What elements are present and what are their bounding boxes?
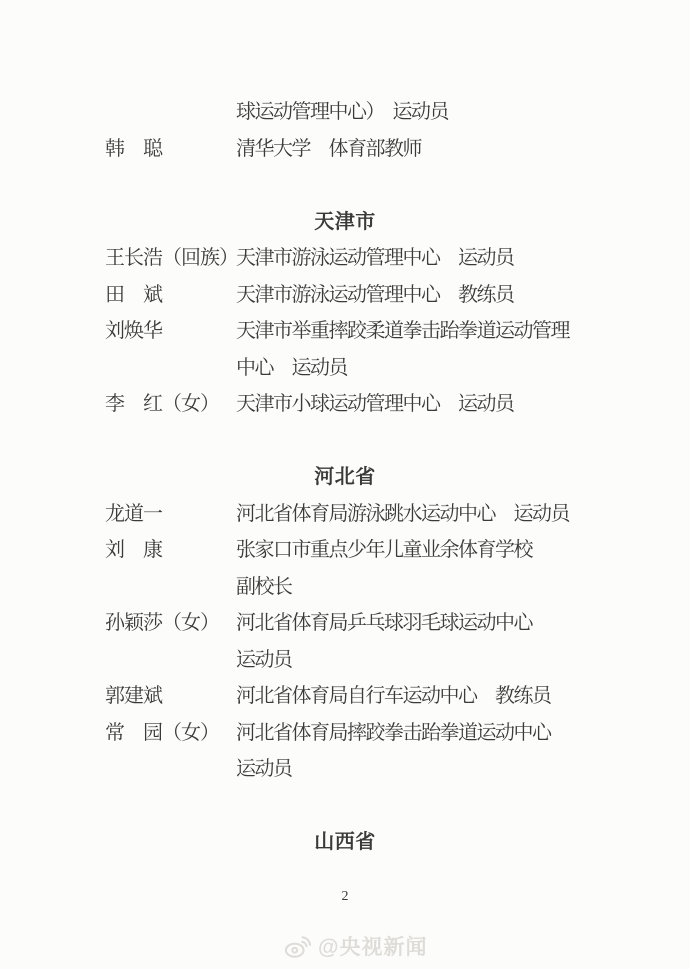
person-name: 王长浩（回族） — [105, 247, 238, 269]
section-header: 山西省 — [314, 831, 376, 853]
organization-role — [236, 386, 585, 423]
list-item — [105, 496, 585, 533]
organization-line: 河北省体育局游泳跳水运动中心 运动员 — [236, 502, 569, 525]
list-item — [105, 94, 585, 131]
list-item — [105, 715, 585, 788]
person-name: 常 园（女） — [105, 721, 219, 744]
organization-line: 河北省体育局摔跤拳击跆拳道运动中心 — [236, 721, 551, 744]
organization-line: 河北省体育局乒乓球羽毛球运动中心 — [236, 612, 532, 634]
weibo-icon — [283, 934, 313, 959]
list-item — [105, 240, 585, 277]
document-content — [105, 94, 585, 861]
list-item — [105, 386, 585, 423]
list-item — [105, 605, 585, 678]
organization-line: 球运动管理中心） 运动员 — [236, 101, 448, 123]
person-name: 孙颖莎（女） — [105, 612, 219, 634]
organization-line: 河北省体育局自行车运动中心 教练员 — [236, 685, 551, 707]
list-item — [105, 277, 585, 314]
organization-line: 运动员 — [236, 758, 292, 780]
person-name: 刘 康 — [105, 539, 162, 561]
organization-role — [236, 313, 585, 386]
person-name: 龙道一 — [105, 502, 162, 525]
section-header: 河北省 — [314, 466, 376, 488]
organization-line: 张家口市重点少年儿童业余体育学校 — [236, 539, 532, 561]
organization-role — [236, 532, 585, 605]
organization-line: 清华大学 体育部教师 — [236, 137, 421, 160]
organization-role — [236, 605, 585, 678]
organization-role — [236, 496, 585, 533]
organization-line: 天津市游泳运动管理中心 运动员 — [236, 247, 514, 269]
list-item — [105, 313, 585, 386]
person-name: 郭建斌 — [105, 685, 162, 707]
watermark-handle: @央视新闻 — [318, 936, 428, 959]
list-item — [105, 678, 585, 715]
organization-line: 副校长 — [236, 575, 292, 598]
section-header: 天津市 — [314, 210, 376, 233]
organization-role — [236, 715, 585, 788]
person-name: 田 斌 — [105, 283, 162, 306]
list-item — [105, 532, 585, 605]
watermark — [283, 931, 427, 961]
organization-line: 天津市游泳运动管理中心 教练员 — [236, 283, 514, 306]
organization-role — [236, 131, 585, 168]
organization-line: 运动员 — [236, 648, 292, 671]
organization-line: 天津市举重摔跤柔道拳击跆拳道运动管理 — [236, 320, 569, 342]
person-name: 李 红（女） — [105, 393, 219, 415]
organization-line: 中心 运动员 — [236, 356, 347, 379]
organization-role — [236, 277, 585, 314]
organization-line: 天津市小球运动管理中心 运动员 — [236, 393, 514, 415]
list-item — [105, 131, 585, 168]
organization-role — [236, 240, 585, 277]
organization-role — [236, 678, 585, 715]
person-name: 刘焕华 — [105, 320, 162, 342]
organization-role — [236, 94, 585, 131]
person-name: 韩 聪 — [105, 137, 162, 160]
page-number: 2 — [341, 889, 349, 904]
